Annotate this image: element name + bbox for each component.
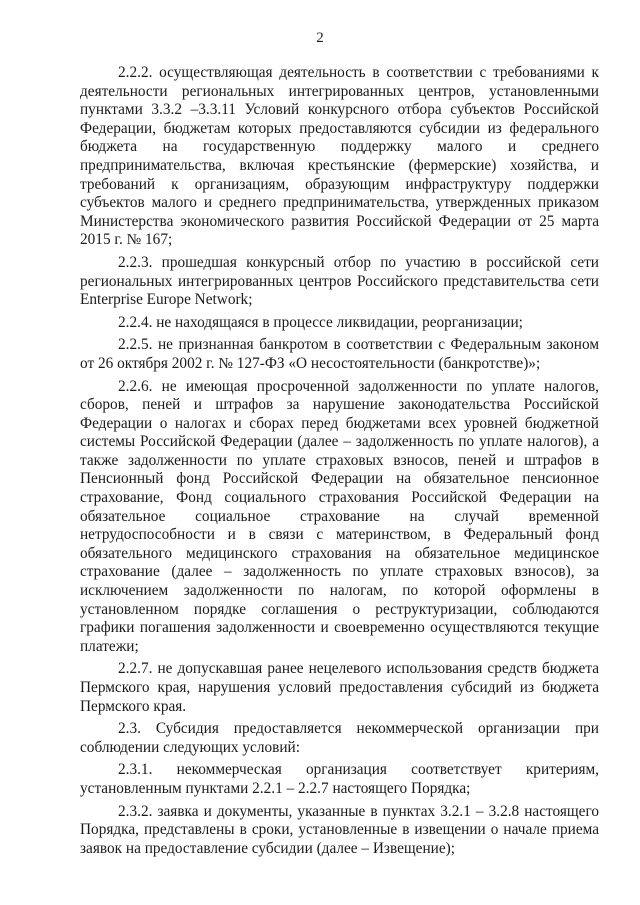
document-body bbox=[80, 64, 599, 862]
paragraph-2-2-5: 2.2.5. не признанная банкротом в соответствии с Федеральным законом от 26 октября 2002 г. № 127-ФЗ «О несостоятельности (банкротстве)»; bbox=[80, 336, 599, 372]
paragraph-2-3-1: 2.3.1. некоммерческая организация соответствует критериям, установленным пунктами 2.2.1 – 2.2.7 настоящего Порядка; bbox=[80, 761, 599, 797]
paragraph-2-3: 2.3. Субсидия предоставляется некоммерческой организации при соблюдении следующих условий: bbox=[80, 720, 599, 756]
paragraph-2-3-2: 2.3.2. заявка и документы, указанные в пунктах 3.2.1 – 3.2.8 настоящего Порядка, представлены в сроки, установленные в извещении о начале приема заявок на предоставление субсидии (далее – Извещение); bbox=[80, 802, 599, 857]
page-number: 2 bbox=[316, 30, 324, 46]
paragraph-2-2-2: 2.2.2. осуществляющая деятельность в соответствии с требованиями к деятельности региональных интегрированных центров, установленными пунктами 3.3.2 –3.3.11 Условий конкурсного отбора субъектов Российской Федерации, бюджетам которых предоставляются субсидии из федерального бюджета на государственную поддержку малого и среднего предпринимательства, включая крестьянские (фермерские) хозяйства, и требований к организациям, образующим инфраструктуру поддержки субъектов малого и среднего предпринимательства, утвержденных приказом Министерства экономического развития Российской Федерации от 25 марта 2015 г. № 167; bbox=[80, 64, 599, 249]
paragraph-2-2-6: 2.2.6. не имеющая просроченной задолженности по уплате налогов, сборов, пеней и штрафов за нарушение законодательства Российской Федерации о налогах и сборах перед бюджетами всех уровней бюджетной системы Российской Федерации (далее – задолженность по уплате налогов), а также задолженности по уплате страховых взносов, пеней и штрафов в Пенсионный фонд Российской Федерации на обязательное пенсионное страхование, Фонд социального страхования Российской Федерации на обязательное социальное страхование на случай временной нетрудоспособности и в связи с материнством, в Федеральный фонд обязательного медицинского страхования на обязательное медицинское страхование (далее – задолженность по уплате страховых взносов), за исключением задолженности по налогам, по которой оформлены в установленном порядке соглашения о реструктуризации, соблюдаются графики погашения задолженности и своевременно осуществляются текущие платежи; bbox=[80, 377, 599, 655]
paragraph-2-2-7: 2.2.7. не допускавшая ранее нецелевого использования средств бюджета Пермского края, нарушения условий предоставления субсидий из бюджета Пермского края. bbox=[80, 660, 599, 715]
paragraph-2-2-3: 2.2.3. прошедшая конкурсный отбор по участию в российской сети региональных интегрированных центров Российского представительства сети Enterprise Europe Network; bbox=[80, 253, 599, 309]
paragraph-2-2-4: 2.2.4. не находящаяся в процессе ликвидации, реорганизации; bbox=[118, 313, 523, 331]
